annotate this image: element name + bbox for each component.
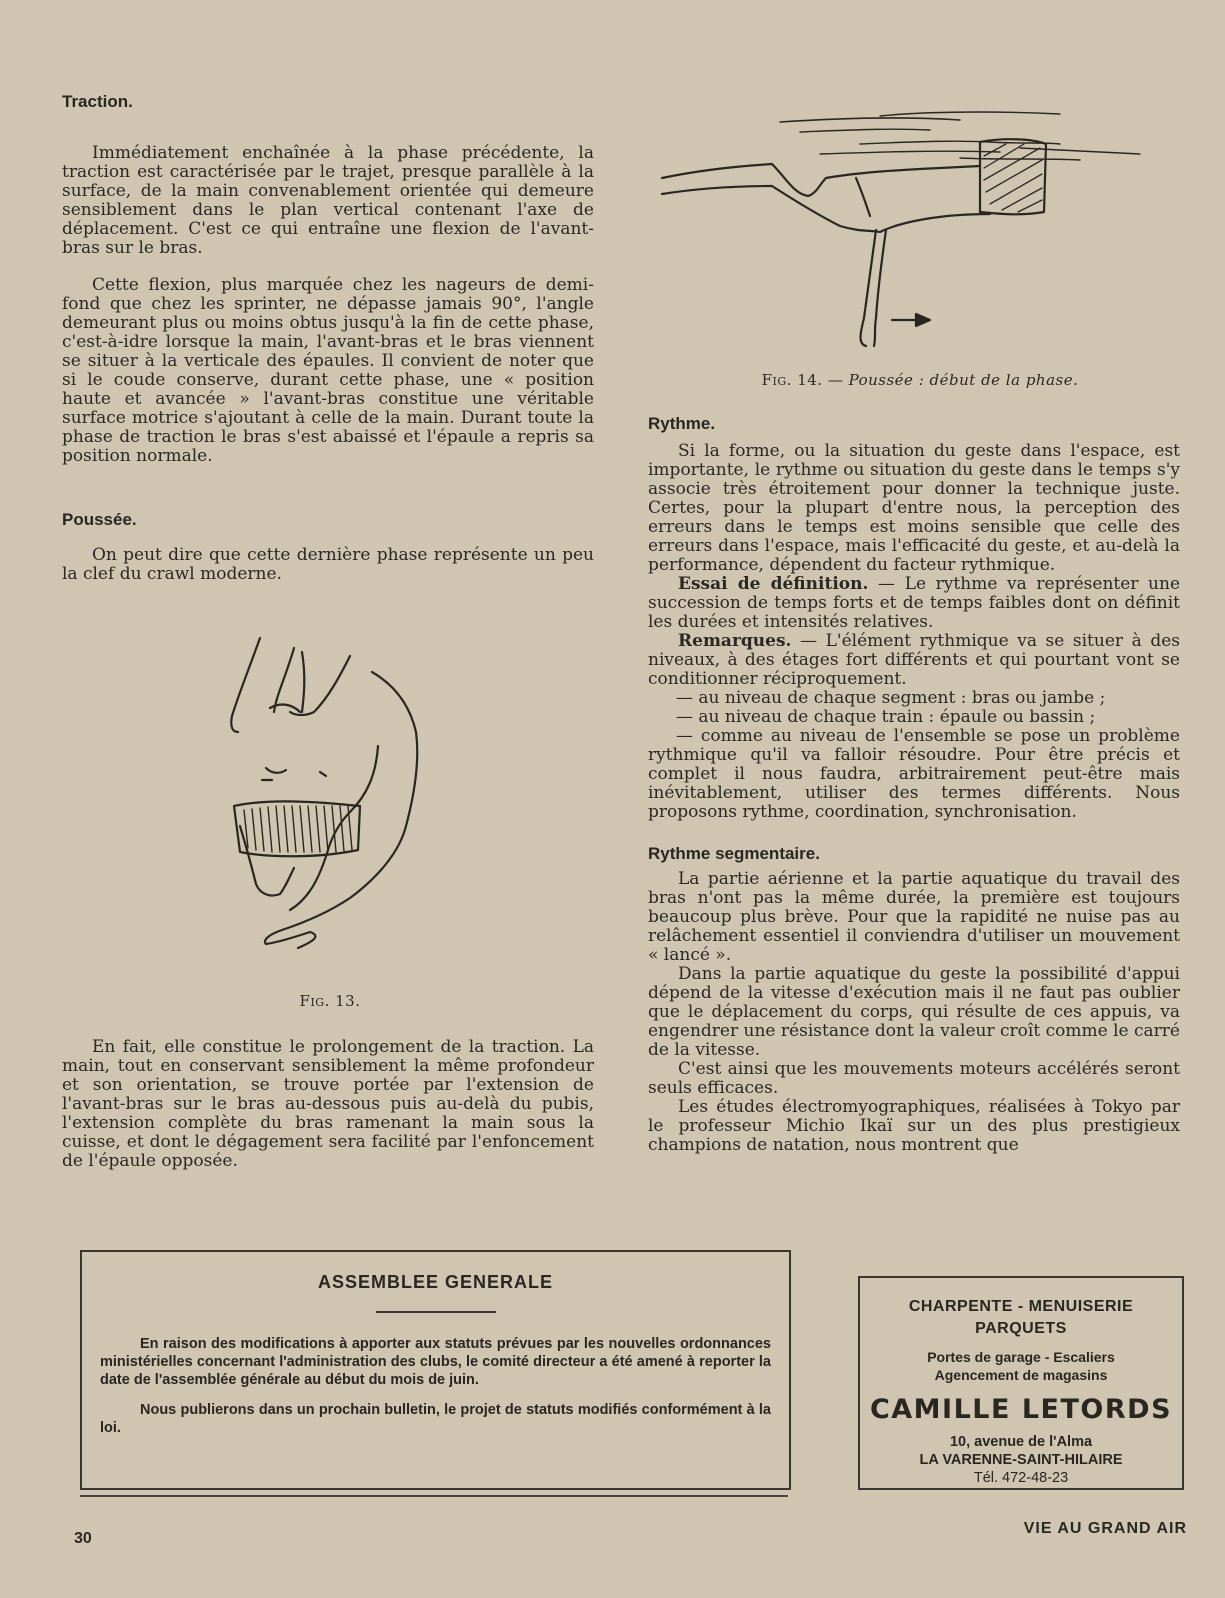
- assemblee-generale-notice: [80, 1250, 791, 1490]
- fig-14-label: Fig. 14. —: [761, 371, 844, 389]
- page-number: 30: [74, 1530, 92, 1547]
- journal-title: VIE AU GRAND AIR: [1023, 1520, 1187, 1537]
- segmentaire-paragraph-1: La partie aérienne et la partie aquatique du travail des bras n'ont pas la même durée, la première est toujours beaucoup plus brève. Pour que la rapidité ne nuise pas au relâchement essentiel il conviendra d'utiliser un mouvement « lancé ».: [648, 869, 1180, 965]
- notice-title: ASSEMBLEE GENERALE: [317, 1272, 554, 1292]
- figure-13-caption: [230, 992, 430, 1010]
- segmentaire-paragraph-3: C'est ainsi que les mouvements moteurs accélérés seront seuls efficaces.: [648, 1059, 1180, 1098]
- poussee-paragraph-1: On peut dire que cette dernière phase représente un peu la clef du crawl moderne.: [62, 545, 594, 584]
- rythme-paragraph: Si la forme, ou la situation du geste dans l'espace, est importante, le rythme ou situation du geste dans le temps s'y associe très étroitement pour donner la technique juste. Certes, pour la plupart d'entre nous, la perception des erreurs dans le temps est moins sensible que celle des erreurs dans l'espace, mais l'efficacité du geste, et au-delà la performance, dépendent du facteur rythmique.: [648, 441, 1180, 575]
- rythme-heading: Rythme.: [648, 414, 716, 433]
- ad-services: [860, 1348, 1182, 1384]
- rythme-segmentaire-heading: Rythme segmentaire.: [648, 844, 820, 863]
- notice-paragraph-2: Nous publierons dans un prochain bulletin, le projet de statuts modifiés conformément à la loi.: [100, 1402, 771, 1436]
- traction-heading: Traction.: [62, 92, 133, 111]
- notice-title-rule: [376, 1311, 496, 1313]
- traction-paragraph-1: Immédiatement enchaînée à la phase précédente, la traction est caractérisée par le trajet, presque parallèle à la surface, de la main convenablement orientée qui demeure sensiblement dans le plan vertical contenant l'axe de déplacement. C'est ce qui entraîne une flexion de l'avant-bras sur le bras.: [62, 143, 594, 258]
- essai-label: Essai de définition.: [678, 574, 869, 594]
- ad-line-agencement: Agencement de magasins: [934, 1367, 1108, 1383]
- left-column: [62, 90, 594, 584]
- footer-divider: [80, 1495, 788, 1497]
- figure-14-swimmer-drawing: [660, 108, 1160, 368]
- camille-letords-advertisement: [858, 1276, 1184, 1490]
- list-item-segment: — au niveau de chaque segment : bras ou jambe ;: [676, 688, 1106, 708]
- segmentaire-paragraph-2: Dans la partie aquatique du geste la possibilité d'appui dépend de la vitesse d'exécution mais il ne faut pas oublier que le déplacement du corps, qui résulte de ces appuis, va engendrer une résistance dont la valeur croît comme le carré de la vitesse.: [648, 964, 1180, 1060]
- figure-14-caption: [720, 371, 1120, 389]
- ad-address: [860, 1433, 1182, 1469]
- list-item-ensemble: — comme au niveau de l'ensemble se pose un problème rythmique qu'il va falloir résoudre. Pour être précis et complet il nous faudra, arbitrairement peut-être mais inévitablement, utiliser des termes différents. Nous proposons rythme, coordination, synchronisation.: [648, 726, 1180, 822]
- fig-14-text: Poussée : début de la phase.: [848, 371, 1079, 389]
- poussee-heading: Poussée.: [62, 510, 137, 529]
- remarques-text: — L'élément rythmique va se situer à des niveaux, à des étages fort différents et qui pourtant vont se conditionner réciproquement.: [648, 631, 1180, 689]
- right-column: [648, 414, 1180, 1155]
- remarques-paragraph: [648, 632, 1180, 689]
- essai-text: — Le rythme va représenter une succession de temps forts et de temps faibles dont on définit les durées et intensités relatives.: [648, 574, 1181, 632]
- ad-company-name: CAMILLE LETORDS: [869, 1394, 1173, 1425]
- ad-line-portes: Portes de garage - Escaliers: [927, 1349, 1115, 1365]
- poussee-paragraph-2: En fait, elle constitue le prolongement de la traction. La main, tout en conservant sensiblement la même profondeur et son orientation, se trouve portée par l'extension de l'avant-bras sur le bras au-dessous puis au-delà du pubis, l'extension complète du bras ramenant la main sous la cuisse, et dont le dégagement sera facilité par l'enfoncement de l'épaule opposée.: [62, 1037, 594, 1171]
- ad-phone: Tél. 472-48-23: [973, 1470, 1069, 1486]
- ad-address-town: LA VARENNE-SAINT-HILAIRE: [919, 1452, 1123, 1468]
- notice-paragraph-1: En raison des modifications à apporter aux statuts prévues par les nouvelles ordonnances ministérielles concernant l'administration des clubs, le comité directeur a été amené à reporter la date de l'assemblée générale au début du mois de juin.: [100, 1336, 771, 1388]
- list-item-train: — au niveau de chaque train : épaule ou bassin ;: [676, 707, 1096, 727]
- fig-13-label: Fig. 13.: [299, 992, 361, 1010]
- ad-line-parquets: PARQUETS: [975, 1320, 1067, 1337]
- traction-paragraph-2: Cette flexion, plus marquée chez les nageurs de demi-fond que chez les sprinter, ne dépasse jamais 90°, l'angle demeurant plus ou moins obtus jusqu'à la fin de cette phase, c'est-à-idre lorsque la main, l'avant-bras et le bras viennent se situer à la verticale des épaules. Il convient de noter que si le coude conserve, durant cette phase, une « position haute et avancée » l'avant-bras constitue une véritable surface motrice s'ajoutant à celle de la main. Durant toute la phase de traction le bras s'est abaissé et l'épaule a repris sa position normale.: [62, 275, 594, 466]
- ad-headline: [860, 1296, 1182, 1340]
- remarques-label: Remarques.: [678, 631, 792, 651]
- figure-13-swimmer-drawing: [210, 636, 470, 976]
- essai-paragraph: [648, 575, 1180, 632]
- segmentaire-paragraph-4: Les études électromyographiques, réalisées à Tokyo par le professeur Michio Ikaï sur un des plus prestigieux champions de natation, nous montrent que: [648, 1097, 1180, 1155]
- ad-line-charpente: CHARPENTE - MENUISERIE: [908, 1298, 1134, 1315]
- ad-address-street: 10, avenue de l'Alma: [949, 1434, 1093, 1450]
